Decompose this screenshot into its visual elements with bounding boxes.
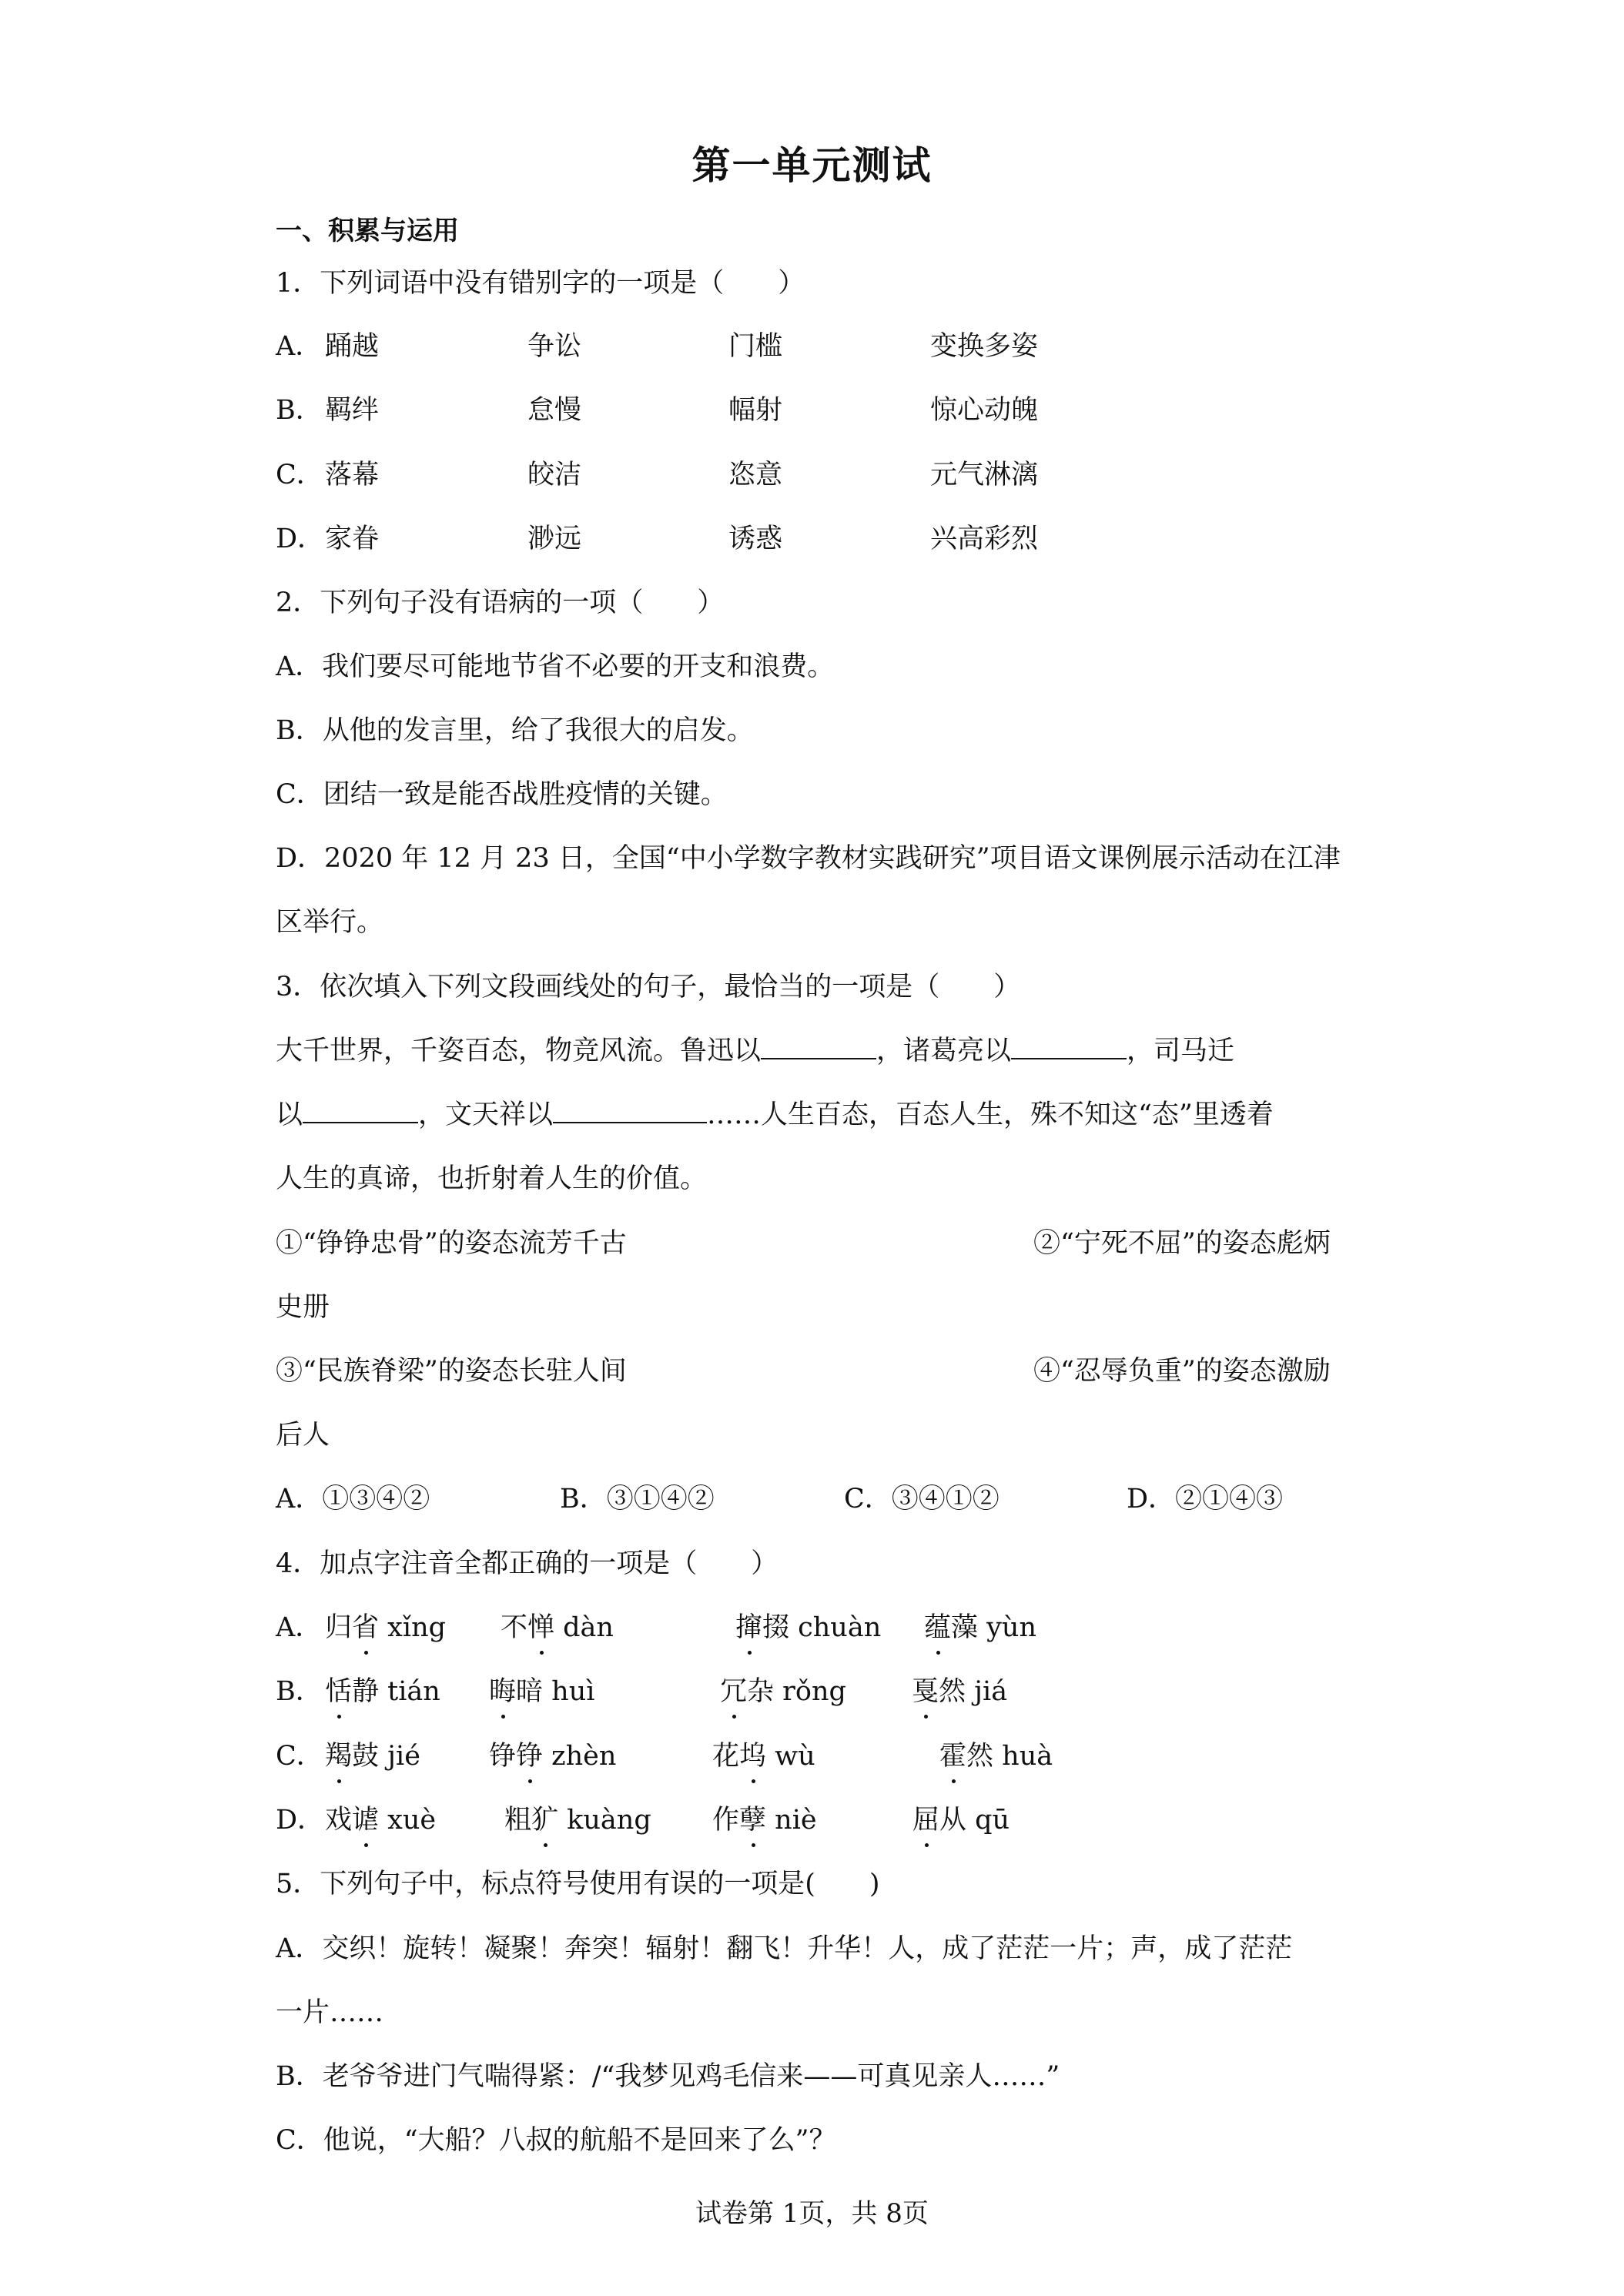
question-3-passage-line-2: 以 ，文天祥以 ……人生百态，百态人生，殊不知这“态”里透着 [276, 1096, 1274, 1134]
question-3-option-c: C．③④①② [844, 1484, 1000, 1514]
question-5-option-a-continued: 一片…… [276, 1997, 384, 2028]
question-1-stem: 1．下列词语中没有错别字的一项是（ ） [276, 268, 805, 299]
question-4-stem: 4．加点字注音全都正确的一项是（ ） [276, 1548, 779, 1579]
question-5-stem: 5．下列句子中，标点符号使用有误的一项是( ) [276, 1869, 880, 1899]
question-2-option-c: C．团结一致是能否战胜疫情的关键。 [276, 779, 728, 810]
question-3-option-d: D．②①④③ [1127, 1484, 1284, 1514]
question-5-option-a: A．交织！旋转！凝聚！奔突！辐射！翻飞！升华！人，成了茫茫一片；声，成了茫茫 [276, 1933, 1293, 1964]
question-3-passage-line-1: 大千世界，千姿百态，物竞风流。鲁迅以 ，诸葛亮以 ，司马迁 [276, 1032, 1234, 1070]
question-2-option-b: B．从他的发言里，给了我很大的启发。 [276, 715, 754, 746]
fill-blank-3[interactable] [303, 1096, 418, 1123]
question-5-option-b: B．老爷爷进门气喘得紧：/“我梦见鸡毛信来——可真见亲人……” [276, 2061, 1060, 2092]
question-5-option-c: C．他说，“大船？八叔的航船不是回来了么”？ [276, 2125, 836, 2156]
question-2-option-d: D．2020 年 12 月 23 日，全国“中小学数字教材实践研究”项目语文课例展示活动在江津 [276, 843, 1341, 874]
question-2-option-d-continued: 区举行。 [276, 907, 384, 938]
question-3-choice-4: ④“忍辱负重”的姿态激励 [1033, 1356, 1331, 1387]
question-3-choice-2: ②“宁死不屈”的姿态彪炳 [1033, 1228, 1331, 1259]
question-3-option-a: A．①③④② [276, 1484, 430, 1514]
exam-page: 第一单元测试 一、积累与运用 1．下列词语中没有错别字的一项是（ ） A． 踊越 争讼 门槛 变换多姿 B． 羁绊 怠慢 幅射 惊心动魄 C． 落幕 皎洁 恣意 元气淋漓 D． 家眷 渺远 诱惑 兴高彩烈 2．下列句子没有语病的一项（ ） A．我们要尽可能地节省不必要的开支和浪费。 B．从他的发言里，给了我很大的启发。 C．团结一致是能否战胜疫情的关键。 D．2020 年 12 月 23 日，全国“中小学数字教材实践研究”项目语文课例展示活动在江津 区举行。 3．依次填入下列文段画线处的句子，最恰当的一项是（ ） 大千世界，千姿百态，物竞风流。鲁迅以 ，诸葛亮以 ，司马迁 以 ，文天祥以 ……人生百态，百态人生，殊不知这“态”里透着 人生的真谛，也折射着人生的价值。 ①“铮铮忠骨”的姿态流芳千古 ②“宁死不屈”的姿态彪炳 史册 ③“民族脊梁”的姿态长驻人间 ④“忍辱负重”的姿态激励 后人 A．①③④② B．③①④② C．③④①② D．②①④③ 4．加点字注音全都正确的一项是（ ） A． 归省 xǐng 不惮 dàn 撺掇 chuàn 蕴藻 yùn B． 恬静 tián 晦暗 huì 冗杂 rǒng 戛然 jiá C． 羯鼓 jié 铮铮 zhèn 花坞 wù 霍然 huà D． 戏谑 xuè 粗犷 kuàng 作孽 niè 屈从 qū 5．下列句子中，标点符号使用有误的一项是( ) A．交织！旋转！凝聚！奔突！辐射！翻飞！升华！人，成了茫茫一片；声，成了茫茫 一片…… B．老爷爷进门气喘得紧：/“我梦见鸡毛信来——可真见亲人……” C．他说，“大船？八叔的航船不是回来了么”？ 试卷第 1页，共 8页 [0, 0, 1624, 2296]
page-footer: 试卷第 1页，共 8页 [695, 2198, 929, 2229]
question-2-stem: 2．下列句子没有语病的一项（ ） [276, 587, 725, 618]
question-3-option-b: B．③①④② [560, 1484, 715, 1514]
question-3-choice-4-continued: 后人 [276, 1420, 330, 1451]
section-heading: 一、积累与运用 [276, 216, 459, 246]
question-3-choice-3: ③“民族脊梁”的姿态长驻人间 [276, 1356, 627, 1387]
fill-blank-2[interactable] [1011, 1032, 1127, 1059]
question-3-choice-1: ①“铮铮忠骨”的姿态流芳千古 [276, 1228, 627, 1259]
question-3-stem: 3．依次填入下列文段画线处的句子，最恰当的一项是（ ） [276, 972, 1021, 1002]
fill-blank-4[interactable] [553, 1096, 707, 1123]
fill-blank-1[interactable] [761, 1032, 876, 1059]
page-title: 第一单元测试 [691, 143, 933, 188]
question-3-choice-2-continued: 史册 [276, 1292, 330, 1323]
question-3-passage-line-3: 人生的真谛，也折射着人生的价值。 [276, 1163, 708, 1194]
question-2-option-a: A．我们要尽可能地节省不必要的开支和浪费。 [276, 651, 835, 682]
